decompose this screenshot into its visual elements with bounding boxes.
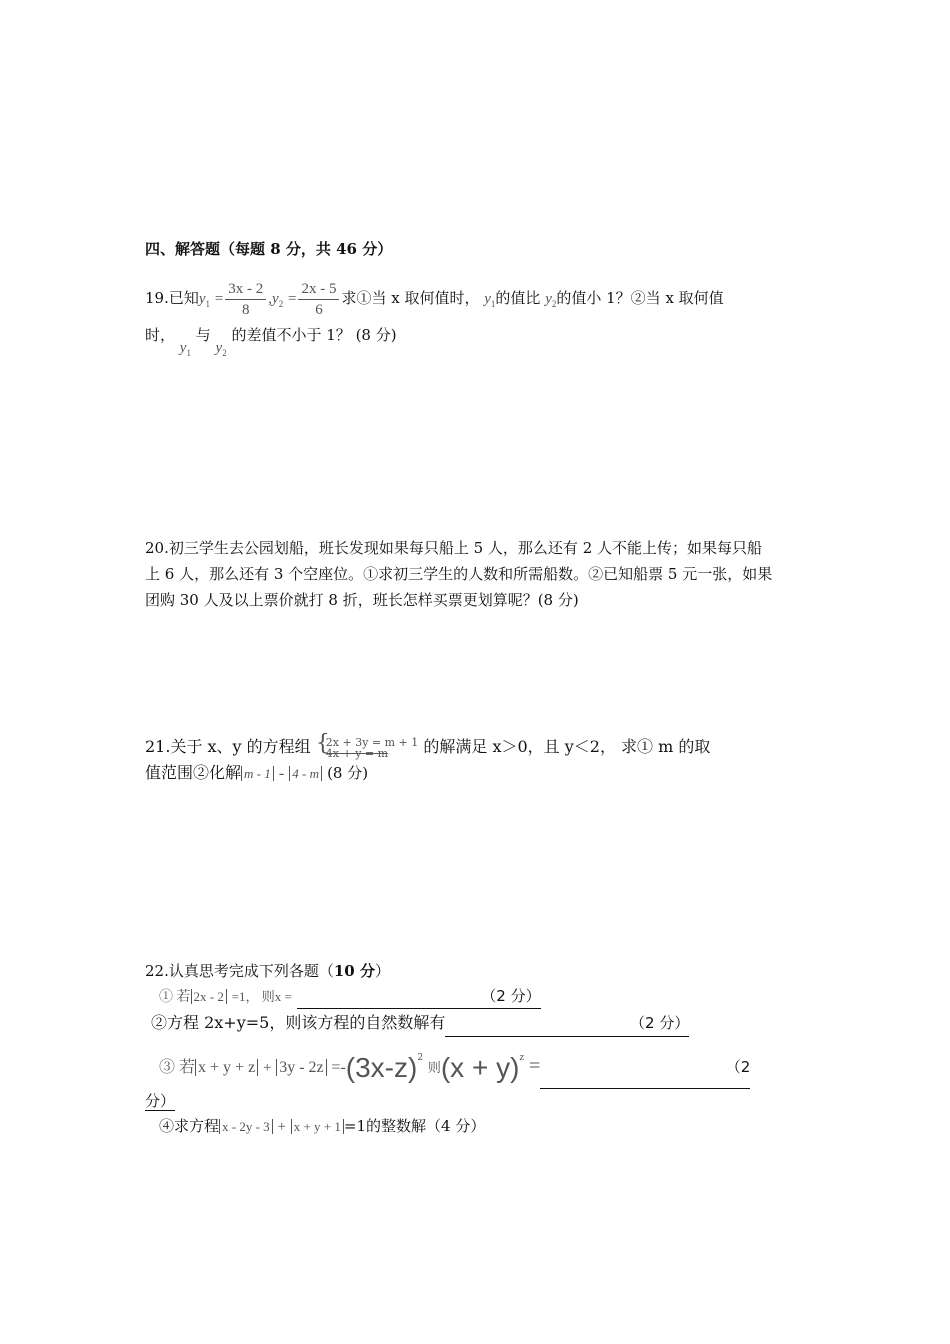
q21-line-1: 21.关于 x、y 的方程组 { 2x + 3y = m + 1 4x + y = m 的解满足 x＞0，且 y＜2， 求① m 的取 <box>145 730 711 760</box>
q19-line-1: 19.已知$y_1$ = $\frac{3x - 2}{8}$ $,y_2$ = $\frac{2x - 5}{6}$ 求①当 x 取何值时， $y_1$的值比 $y_2$的值小 1？②当 x 取何值 <box>145 280 724 318</box>
q22-item-1: ① 若 2x - 2 =1， 则x = （2 分） <box>145 984 810 1010</box>
q20-line-3: 团购 30 人及以上票价就打 8 折，班长怎样买票更划算呢？(8 分) <box>145 591 579 609</box>
question-21 <box>145 730 810 786</box>
q21-line-2: 值范围②化解 m - 1 - 4 - m (8 分) <box>145 763 369 782</box>
q22-title: 22.认真思考完成下列各题（10 分） <box>145 962 390 980</box>
var-y1: $y_1$ <box>198 291 211 309</box>
equation-system: { 2x + 3y = m + 1 4x + y = m <box>315 730 419 760</box>
q22-item-4: ④求方程 x - 2y - 3 + x + y + 1 =1的整数解（4 分） <box>159 1117 486 1135</box>
q19-line-2: 时， $y_1$ 与 $y_2$ 的差值不小于 1？ (8 分) <box>145 326 397 358</box>
q22-item-3: ③ 若 $x + y + z + 3y - 2z =-(3x-z)^2$ 则$(x + y)^z = (2$ <box>145 1037 810 1089</box>
fraction-1: $\frac{3x - 2}{8}$ <box>225 279 266 320</box>
answer-blank-1[interactable]: （2 分） <box>297 984 541 1009</box>
question-20 <box>145 535 810 613</box>
question-22 <box>145 958 810 1140</box>
q20-line-1: 20.初三学生去公园划船，班长发现如果每只船上 5 人，那么还有 2 人不能上传；如果每只船 <box>145 539 763 557</box>
var-y2: $y_2$ <box>272 291 284 309</box>
q22-item-3-points-cont: 分） <box>145 1092 176 1110</box>
question-19 <box>145 276 810 368</box>
q22-item-2: ②方程 2x+y=5，则该方程的自然数解有 （2 分） <box>145 1010 810 1037</box>
section-title: 四、解答题（每题 8 分，共 46 分） <box>145 240 393 258</box>
fraction-2: $\frac{2x - 5}{6}$ <box>298 279 339 320</box>
q20-line-2: 上 6 人，那么还有 3 个空座位。①求初三学生的人数和所需船数。②已知船票 5 元一张，如果 <box>145 565 773 583</box>
answer-blank-2[interactable]: （2 分） <box>445 1010 689 1037</box>
answer-blank-3[interactable]: （2 <box>540 1046 750 1089</box>
